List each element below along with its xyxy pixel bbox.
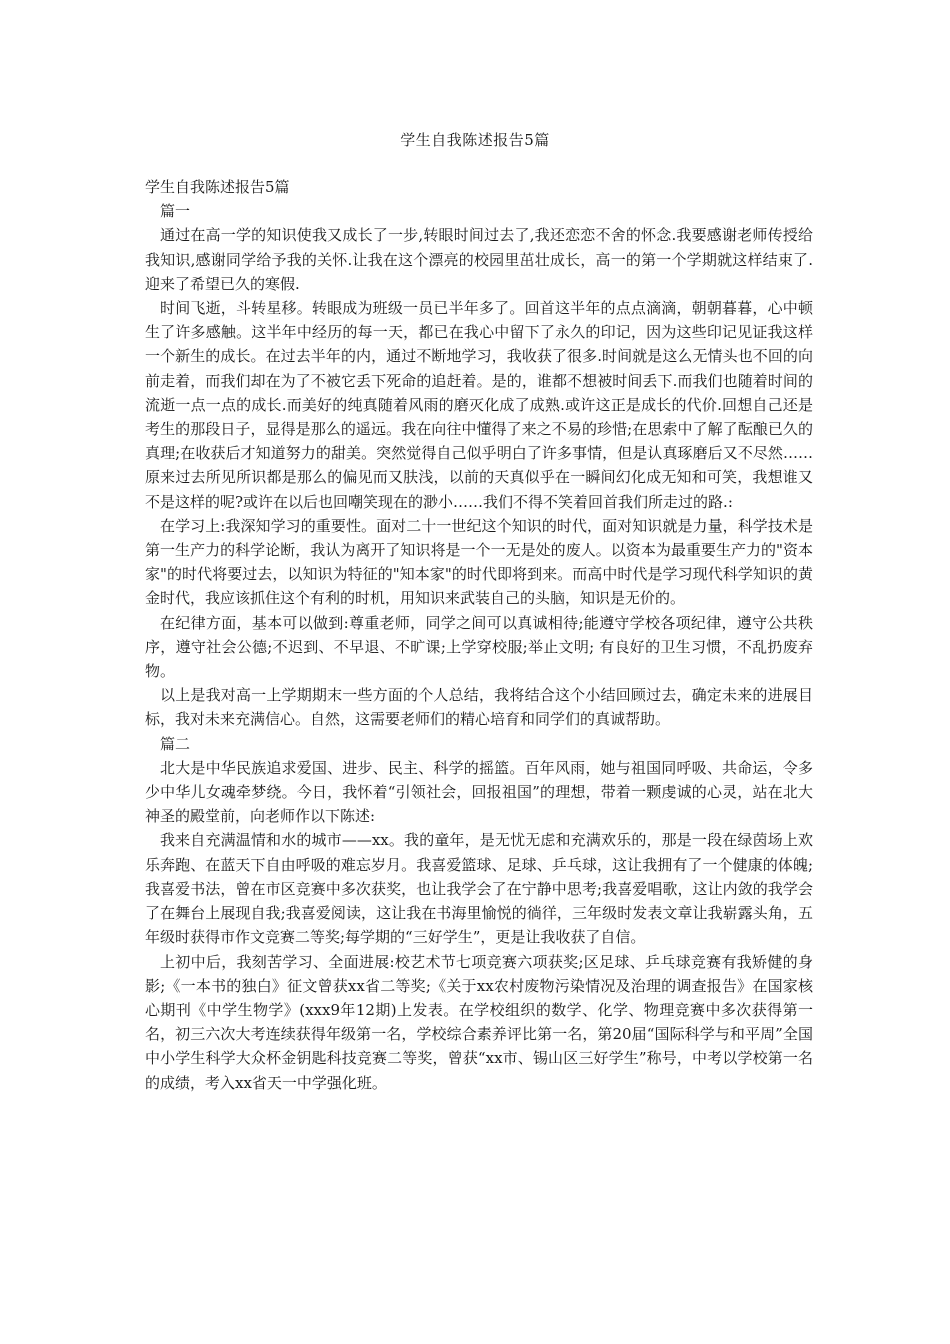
paragraph: 在纪律方面，基本可以做到:尊重老师，同学之间可以真诚相待;能遵守学校各项纪律，遵守公共秩序，遵守社会公德;不迟到、不早退、不旷课;上学穿校服;举止文明; 有良好的卫生习惯，不乱扔废弃物。 bbox=[145, 613, 813, 681]
paragraph: 通过在高一学的知识使我又成长了一步,转眼时间过去了,我还恋恋不舍的怀念.我要感谢老师传授给我知识,感谢同学给予我的关怀.让我在这个漂亮的校园里茁壮成长，高一的第一个学期就这样结束了.迎来了希望已久的寒假. bbox=[145, 226, 813, 293]
paragraph: 我来自充满温情和水的城市——xx。我的童年，是无忧无虑和充满欢乐的，那是一段在绿茵场上欢乐奔跑、在蓝天下自由呼吸的难忘岁月。我喜爱篮球、足球、乒乓球，这让我拥有了一个健康的体魄;我喜爱书法，曾在市区竞赛中多次获奖，也让我学会了在宁静中思考;我喜爱唱歌，这让内敛的我学会了在舞台上展现自我;我喜爱阅读，这让我在书海里愉悦的徜徉，三年级时发表文章让我崭露头角，五年级时获得市作文竞赛二等奖;每学期的“三好学生”，更是让我收获了自信。 bbox=[145, 831, 813, 947]
section-label: 篇一 bbox=[160, 202, 191, 221]
document-title: 学生自我陈述报告5篇 bbox=[400, 131, 550, 149]
document-heading: 学生自我陈述报告5篇 bbox=[145, 178, 290, 196]
paragraph: 北大是中华民族追求爱国、进步、民主、科学的摇篮。百年风雨，她与祖国同呼吸、共命运，令多少中华儿女魂牵梦绕。今日，我怀着“引领社会，回报祖国”的理想，带着一颗虔诚的心灵，站在北大神圣的殿堂前，向老师作以下陈述: bbox=[145, 758, 813, 826]
paragraph: 时间飞逝，斗转星移。转眼成为班级一员已半年多了。回首这半年的点点滴滴，朝朝暮暮，心中顿生了许多感触。这半年中经历的每一天，都已在我心中留下了永久的印记，因为这些印记见证我这样一个新生的成长。在过去半年的内，通过不断地学习，我收获了很多.时间就是这么无情头也不回的向前走着，而我们却在为了不被它丢下死命的追赶着。是的，谁都不想被时间丢下.而我们也随着时间的流逝一点一点的成长.而美好的纯真随着风雨的磨灭化成了成熟.或许这正是成长的代价.回想自己还是考生的那段日子，显得是那么的遥远。我在向往中懂得了来之不易的珍惜;在思索中了解了酝酿已久的真理;在收获后才知道努力的甜美。突然觉得自己似乎明白了许多事情，但是认真琢磨后又不尽然……原来过去所见所识都是那么的偏见而又肤浅，以前的天真似乎在一瞬间幻化成无知和可笑，我想谁又不是这样的呢?或许在以后也回嘲笑现在的渺小……我们不得不笑着回首我们所走过的路.: bbox=[145, 299, 813, 511]
paragraph: 上初中后，我刻苦学习、全面进展:校艺术节七项竞赛六项获奖;区足球、乒乓球竞赛有我矫健的身影;《一本书的独白》征文曾获xx省二等奖;《关于xx农村废物污染情况及治理的调查报告》在国家核心期刊《中学生物学》(xxx9年12期)上发表。在学校组织的数学、化学、物理竞赛中多次获得第一名，初三六次大考连续获得年级第一名，学校综合素养评比第一名，第20届“国际科学与和平周”全国中小学生科学大众杯金钥匙科技竞赛二等奖，曾获“xx市、锡山区三好学生”称号，中考以学校第一名的成绩，考入xx省天一中学强化班。 bbox=[145, 952, 813, 1092]
paragraph: 在学习上:我深知学习的重要性。面对二十一世纪这个知识的时代，面对知识就是力量，科学技术是第一生产力的科学论断，我认为离开了知识将是一个一无是处的废人。以资本为最重要生产力的"资本家"的时代将要过去，以知识为特征的"知本家"的时代即将到来。而高中时代是学习现代科学知识的黄金时代，我应该抓住这个有利的时机，用知识来武装自己的头脑，知识是无价的。 bbox=[145, 516, 813, 608]
document-body bbox=[145, 175, 813, 1095]
paragraph: 以上是我对高一上学期期末一些方面的个人总结，我将结合这个小结回顾过去，确定未来的进展目标，我对未来充满信心。自然，这需要老师们的精心培育和同学们的真诚帮助。 bbox=[145, 686, 813, 729]
section-label: 篇二 bbox=[160, 734, 191, 753]
